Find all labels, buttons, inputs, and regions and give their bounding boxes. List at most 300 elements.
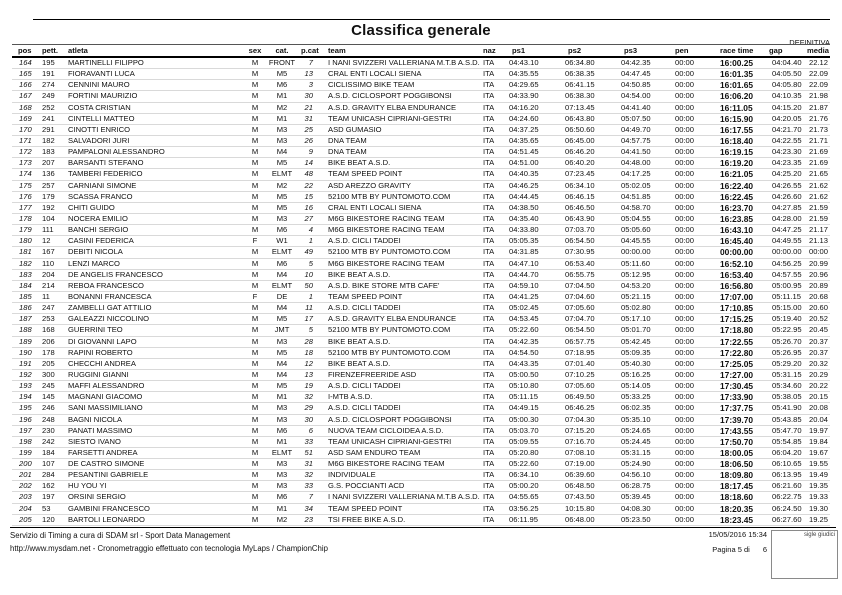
- table-row: [12, 369, 830, 380]
- cell-team: CICLISSIMO BIKE TEAM: [316, 80, 480, 91]
- cell-pcat: 48: [300, 169, 316, 180]
- cell-team: I NANI SVIZZERI VALLERIANA M.T.B A.S.D.: [316, 492, 480, 503]
- cell-pett: 53: [40, 503, 66, 514]
- cell-gap: 04:28.00: [766, 213, 804, 224]
- cell-cat: M5: [264, 347, 300, 358]
- cell-pett: 104: [40, 213, 66, 224]
- cell-race_time: 17:22.55: [714, 336, 766, 347]
- table-row: [12, 57, 830, 69]
- timing-service-text: Servizio di Timing a cura di SDAM srl - Sport Data Management: [10, 531, 231, 540]
- cell-atleta: SALVADORI JURI: [66, 135, 246, 146]
- table-row: [12, 236, 830, 247]
- cell-ps1: 04:16.20: [504, 102, 560, 113]
- cell-team: TEAM SPEED POINT: [316, 169, 480, 180]
- cell-ps2: 06:34.10: [560, 180, 616, 191]
- cell-pos: 168: [12, 102, 40, 113]
- cell-pett: 241: [40, 113, 66, 124]
- cell-ps3: 05:24.65: [616, 425, 670, 436]
- cell-atleta: PANATI MASSIMO: [66, 425, 246, 436]
- cell-naz: ITA: [480, 325, 504, 336]
- cell-pos: 174: [12, 169, 40, 180]
- cell-naz: ITA: [480, 403, 504, 414]
- column-header-race_time: race time: [714, 45, 766, 58]
- cell-ps2: 06:48.00: [560, 514, 616, 525]
- cell-cat: M5: [264, 69, 300, 80]
- cell-sex: M: [246, 91, 264, 102]
- cell-pen: 00:00: [670, 202, 714, 213]
- cell-ps2: 06:50.60: [560, 124, 616, 135]
- cell-gap: 04:26.60: [766, 191, 804, 202]
- cell-gap: 04:56.25: [766, 258, 804, 269]
- cell-media: 21.69: [804, 147, 830, 158]
- cell-naz: ITA: [480, 369, 504, 380]
- cell-ps1: 04:29.65: [504, 80, 560, 91]
- cell-team: I-MTB A.S.D.: [316, 392, 480, 403]
- cell-ps2: 06:48.50: [560, 481, 616, 492]
- cell-pos: 199: [12, 447, 40, 458]
- cell-ps3: 04:41.50: [616, 147, 670, 158]
- cell-atleta: CENNINI MAURO: [66, 80, 246, 91]
- cell-pcat: 30: [300, 414, 316, 425]
- cell-pett: 191: [40, 69, 66, 80]
- cell-pos: 179: [12, 225, 40, 236]
- cell-race_time: 16:17.55: [714, 124, 766, 135]
- cell-ps3: 04:41.40: [616, 102, 670, 113]
- cell-ps2: 06:43.80: [560, 113, 616, 124]
- cell-race_time: 16:22.45: [714, 191, 766, 202]
- cell-ps2: 07:04.50: [560, 280, 616, 291]
- cell-team: BIKE BEAT A.S.D.: [316, 358, 480, 369]
- cell-team: A.S.D. CICLI TADDEI: [316, 303, 480, 314]
- cell-sex: M: [246, 135, 264, 146]
- cell-ps2: 07:19.00: [560, 459, 616, 470]
- cell-team: 52100 MTB BY PUNTOMOTO.COM: [316, 347, 480, 358]
- cell-ps1: 04:43.35: [504, 358, 560, 369]
- cell-team: M6G BIKESTORE RACING TEAM: [316, 225, 480, 236]
- cell-team: M6G BIKESTORE RACING TEAM: [316, 213, 480, 224]
- cell-pos: 167: [12, 91, 40, 102]
- cell-media: 20.96: [804, 269, 830, 280]
- cell-media: 21.62: [804, 191, 830, 202]
- cell-ps2: 07:05.60: [560, 381, 616, 392]
- cell-ps1: 04:33.90: [504, 91, 560, 102]
- cell-gap: 05:26.95: [766, 347, 804, 358]
- cell-sex: M: [246, 481, 264, 492]
- cell-media: 20.45: [804, 325, 830, 336]
- cell-ps3: 04:54.00: [616, 91, 670, 102]
- cell-cat: M2: [264, 102, 300, 113]
- cell-gap: 05:41.90: [766, 403, 804, 414]
- table-row: [12, 180, 830, 191]
- cell-pett: 246: [40, 403, 66, 414]
- cell-naz: ITA: [480, 213, 504, 224]
- cell-sex: M: [246, 403, 264, 414]
- cell-pcat: 7: [300, 57, 316, 69]
- cell-ps1: 04:24.60: [504, 113, 560, 124]
- cell-atleta: GUERRINI TEO: [66, 325, 246, 336]
- cell-sex: M: [246, 414, 264, 425]
- table-row: [12, 414, 830, 425]
- cell-sex: M: [246, 325, 264, 336]
- cell-race_time: 16:23.70: [714, 202, 766, 213]
- cell-race_time: 18:23.45: [714, 514, 766, 525]
- cell-media: 21.73: [804, 124, 830, 135]
- table-row: [12, 258, 830, 269]
- cell-ps1: 05:22.60: [504, 459, 560, 470]
- cell-naz: ITA: [480, 425, 504, 436]
- table-row: [12, 403, 830, 414]
- cell-race_time: 16:22.40: [714, 180, 766, 191]
- cell-sex: M: [246, 180, 264, 191]
- cell-pos: 164: [12, 57, 40, 69]
- cell-cat: M4: [264, 147, 300, 158]
- cell-team: ASD AREZZO GRAVITY: [316, 180, 480, 191]
- cell-team: A.S.D. CICLOSPORT POGGIBONSI: [316, 91, 480, 102]
- cell-pen: 00:00: [670, 392, 714, 403]
- cell-pos: 203: [12, 492, 40, 503]
- table-row: [12, 191, 830, 202]
- cell-sex: M: [246, 57, 264, 69]
- cell-pen: 00:00: [670, 91, 714, 102]
- cell-naz: ITA: [480, 414, 504, 425]
- cell-ps3: 05:39.45: [616, 492, 670, 503]
- cell-pen: 00:00: [670, 102, 714, 113]
- cell-sex: M: [246, 514, 264, 525]
- table-row: [12, 80, 830, 91]
- cell-team: A.S.D. BIKE STORE MTB CAFE': [316, 280, 480, 291]
- cell-media: 19.97: [804, 425, 830, 436]
- cell-cat: M2: [264, 180, 300, 191]
- cell-media: 22.09: [804, 69, 830, 80]
- cell-pcat: 6: [300, 425, 316, 436]
- cell-pos: 181: [12, 247, 40, 258]
- cell-atleta: CASINI FEDERICA: [66, 236, 246, 247]
- cell-pcat: 15: [300, 191, 316, 202]
- cell-naz: ITA: [480, 436, 504, 447]
- cell-pett: 179: [40, 191, 66, 202]
- cell-race_time: 16:01.65: [714, 80, 766, 91]
- cell-pcat: 13: [300, 69, 316, 80]
- cell-ps1: 04:46.25: [504, 180, 560, 191]
- cell-pen: 00:00: [670, 124, 714, 135]
- cell-naz: ITA: [480, 291, 504, 302]
- cell-ps1: 04:54.50: [504, 347, 560, 358]
- cell-media: 19.30: [804, 503, 830, 514]
- cell-ps2: 06:54.50: [560, 236, 616, 247]
- cell-atleta: HU YOU YI: [66, 481, 246, 492]
- cell-atleta: BARTOLI LEONARDO: [66, 514, 246, 525]
- cell-ps1: 05:11.15: [504, 392, 560, 403]
- cell-ps1: 05:20.80: [504, 447, 560, 458]
- cell-pett: 145: [40, 392, 66, 403]
- cell-sex: M: [246, 392, 264, 403]
- cell-atleta: BARSANTI STEFANO: [66, 158, 246, 169]
- cell-atleta: PAMPALONI ALESSANDRO: [66, 147, 246, 158]
- column-header-sex: sex: [246, 45, 264, 58]
- cell-team: M6G BIKESTORE RACING TEAM: [316, 258, 480, 269]
- cell-media: 19.49: [804, 470, 830, 481]
- cell-atleta: CARNIANI SIMONE: [66, 180, 246, 191]
- cell-sex: M: [246, 113, 264, 124]
- cell-media: 21.13: [804, 236, 830, 247]
- cell-pen: 00:00: [670, 481, 714, 492]
- cell-ps3: 04:49.70: [616, 124, 670, 135]
- cell-naz: ITA: [480, 303, 504, 314]
- table-row: [12, 247, 830, 258]
- cell-pos: 170: [12, 124, 40, 135]
- cell-pos: 184: [12, 280, 40, 291]
- cell-ps1: 06:34.10: [504, 470, 560, 481]
- cell-race_time: 18:09.80: [714, 470, 766, 481]
- cell-gap: 04:25.20: [766, 169, 804, 180]
- cell-naz: ITA: [480, 191, 504, 202]
- table-row: [12, 91, 830, 102]
- cell-pett: 291: [40, 124, 66, 135]
- cell-pen: 00:00: [670, 191, 714, 202]
- cell-cat: M3: [264, 135, 300, 146]
- cell-pen: 00:00: [670, 403, 714, 414]
- cell-pen: 00:00: [670, 169, 714, 180]
- column-header-atleta: atleta: [66, 45, 246, 58]
- cell-team: TEAM SPEED POINT: [316, 503, 480, 514]
- cell-gap: 04:21.70: [766, 124, 804, 135]
- footer-credits: [10, 530, 328, 555]
- cell-naz: ITA: [480, 470, 504, 481]
- cell-ps1: 05:22.60: [504, 325, 560, 336]
- cell-ps2: 06:46.25: [560, 403, 616, 414]
- table-row: [12, 481, 830, 492]
- column-header-pos: pos: [12, 45, 40, 58]
- cell-media: 21.98: [804, 91, 830, 102]
- table-row: [12, 213, 830, 224]
- table-row: [12, 135, 830, 146]
- cell-atleta: FARSETTI ANDREA: [66, 447, 246, 458]
- cell-naz: ITA: [480, 113, 504, 124]
- cell-ps2: 07:15.20: [560, 425, 616, 436]
- cell-gap: 04:23.35: [766, 158, 804, 169]
- timing-technology-text: http://www.mysdam.net - Cronometraggio effettuato con tecnologia MyLaps / ChampionChip: [10, 543, 328, 553]
- cell-pett: 178: [40, 347, 66, 358]
- cell-media: 21.59: [804, 213, 830, 224]
- cell-cat: M3: [264, 481, 300, 492]
- cell-race_time: 16:52.10: [714, 258, 766, 269]
- cell-pos: 204: [12, 503, 40, 514]
- cell-cat: FRONT: [264, 57, 300, 69]
- cell-gap: 05:43.85: [766, 414, 804, 425]
- cell-pos: 187: [12, 314, 40, 325]
- cell-atleta: RAPINI ROBERTO: [66, 347, 246, 358]
- cell-ps3: 06:28.75: [616, 481, 670, 492]
- cell-cat: M5: [264, 314, 300, 325]
- cell-cat: M3: [264, 336, 300, 347]
- cell-pen: 00:00: [670, 414, 714, 425]
- footer-divider: [10, 527, 836, 528]
- cell-team: TEAM UNICASH CIPRIANI-GESTRI: [316, 113, 480, 124]
- cell-pett: 107: [40, 459, 66, 470]
- cell-pcat: 29: [300, 403, 316, 414]
- cell-gap: 06:13.95: [766, 470, 804, 481]
- cell-race_time: 16:19.15: [714, 147, 766, 158]
- cell-pett: 184: [40, 447, 66, 458]
- cell-team: BIKE BEAT A.S.D.: [316, 336, 480, 347]
- cell-race_time: 16:18.40: [714, 135, 766, 146]
- cell-pcat: 11: [300, 303, 316, 314]
- judges-signature-label: sigle giudici: [803, 532, 835, 538]
- cell-team: A.S.D. GRAVITY ELBA ENDURANCE: [316, 102, 480, 113]
- cell-cat: M1: [264, 503, 300, 514]
- cell-sex: M: [246, 303, 264, 314]
- judges-signature-box: [771, 530, 838, 579]
- cell-ps3: 05:42.45: [616, 336, 670, 347]
- cell-gap: 05:34.60: [766, 381, 804, 392]
- cell-pcat: 49: [300, 247, 316, 258]
- cell-sex: M: [246, 102, 264, 113]
- cell-gap: 05:19.40: [766, 314, 804, 325]
- cell-pett: 197: [40, 492, 66, 503]
- cell-pen: 00:00: [670, 470, 714, 481]
- cell-naz: ITA: [480, 358, 504, 369]
- cell-pen: 00:00: [670, 113, 714, 124]
- cell-naz: ITA: [480, 202, 504, 213]
- cell-ps1: 05:00.20: [504, 481, 560, 492]
- cell-pos: 188: [12, 325, 40, 336]
- cell-ps1: 04:43.10: [504, 57, 560, 69]
- cell-cat: ELMT: [264, 247, 300, 258]
- cell-ps1: 04:55.65: [504, 492, 560, 503]
- table-row: [12, 102, 830, 113]
- cell-pos: 189: [12, 336, 40, 347]
- cell-pcat: 23: [300, 514, 316, 525]
- cell-ps3: 06:02.35: [616, 403, 670, 414]
- cell-race_time: 16:56.80: [714, 280, 766, 291]
- table-row: [12, 303, 830, 314]
- cell-naz: ITA: [480, 392, 504, 403]
- cell-atleta: CHECCHI ANDREA: [66, 358, 246, 369]
- cell-ps3: 04:47.45: [616, 69, 670, 80]
- cell-gap: 06:22.75: [766, 492, 804, 503]
- cell-ps3: 05:01.70: [616, 325, 670, 336]
- cell-cat: M1: [264, 436, 300, 447]
- cell-atleta: ORSINI SERGIO: [66, 492, 246, 503]
- cell-team: A.S.D. CICLI TADDEI: [316, 381, 480, 392]
- cell-naz: ITA: [480, 135, 504, 146]
- page-number: [712, 545, 767, 554]
- cell-pen: 00:00: [670, 280, 714, 291]
- cell-pcat: 33: [300, 436, 316, 447]
- cell-ps1: 04:35.55: [504, 69, 560, 80]
- cell-sex: M: [246, 369, 264, 380]
- cell-sex: M: [246, 470, 264, 481]
- cell-ps3: 05:23.50: [616, 514, 670, 525]
- cell-cat: M2: [264, 514, 300, 525]
- cell-media: 20.29: [804, 369, 830, 380]
- cell-ps1: 05:02.45: [504, 303, 560, 314]
- cell-gap: 04:57.55: [766, 269, 804, 280]
- cell-race_time: 16:21.05: [714, 169, 766, 180]
- cell-race_time: 17:18.80: [714, 325, 766, 336]
- cell-pos: 190: [12, 347, 40, 358]
- cell-pett: 182: [40, 135, 66, 146]
- cell-pos: 200: [12, 459, 40, 470]
- cell-pett: 300: [40, 369, 66, 380]
- table-row: [12, 503, 830, 514]
- cell-pos: 198: [12, 436, 40, 447]
- cell-atleta: GALEAZZI NICCOLINO: [66, 314, 246, 325]
- table-row: [12, 147, 830, 158]
- cell-gap: 06:04.20: [766, 447, 804, 458]
- cell-ps1: 04:51.45: [504, 147, 560, 158]
- column-header-team: team: [316, 45, 480, 58]
- cell-pen: 00:00: [670, 247, 714, 258]
- cell-media: 22.12: [804, 57, 830, 69]
- cell-cat: W1: [264, 236, 300, 247]
- cell-race_time: 17:25.05: [714, 358, 766, 369]
- cell-gap: 05:47.70: [766, 425, 804, 436]
- cell-pett: 274: [40, 80, 66, 91]
- cell-naz: ITA: [480, 314, 504, 325]
- cell-ps3: 05:40.30: [616, 358, 670, 369]
- cell-pos: 175: [12, 180, 40, 191]
- report-datetime: 15/05/2016 15:34: [708, 530, 767, 539]
- cell-gap: 04:27.85: [766, 202, 804, 213]
- cell-naz: ITA: [480, 236, 504, 247]
- cell-ps1: 05:00.50: [504, 369, 560, 380]
- cell-atleta: NOCERA EMILIO: [66, 213, 246, 224]
- cell-ps1: 04:35.40: [504, 213, 560, 224]
- cell-naz: ITA: [480, 57, 504, 69]
- table-row: [12, 514, 830, 525]
- cell-pett: 167: [40, 247, 66, 258]
- table-row: [12, 269, 830, 280]
- cell-pcat: 34: [300, 503, 316, 514]
- cell-sex: M: [246, 492, 264, 503]
- cell-pett: 253: [40, 314, 66, 325]
- cell-gap: 06:27.60: [766, 514, 804, 525]
- cell-pcat: 12: [300, 358, 316, 369]
- cell-pcat: 13: [300, 369, 316, 380]
- cell-media: 20.04: [804, 414, 830, 425]
- cell-sex: M: [246, 169, 264, 180]
- cell-ps1: 04:37.25: [504, 124, 560, 135]
- cell-pos: 183: [12, 269, 40, 280]
- cell-media: 20.99: [804, 258, 830, 269]
- cell-pen: 00:00: [670, 225, 714, 236]
- cell-ps2: 06:49.50: [560, 392, 616, 403]
- cell-media: 20.60: [804, 303, 830, 314]
- cell-ps3: 04:50.85: [616, 80, 670, 91]
- cell-sex: M: [246, 503, 264, 514]
- cell-gap: 04:05.80: [766, 80, 804, 91]
- cell-race_time: 17:22.80: [714, 347, 766, 358]
- cell-pen: 00:00: [670, 381, 714, 392]
- cell-team: A.S.D. CICLI TADDEI: [316, 403, 480, 414]
- cell-sex: M: [246, 280, 264, 291]
- cell-team: CRAL ENTI LOCALI SIENA: [316, 202, 480, 213]
- cell-naz: ITA: [480, 124, 504, 135]
- table-row: [12, 291, 830, 302]
- cell-ps2: 06:55.75: [560, 269, 616, 280]
- cell-pcat: 1: [300, 291, 316, 302]
- cell-atleta: DE ANGELIS FRANCESCO: [66, 269, 246, 280]
- cell-ps2: 06:53.40: [560, 258, 616, 269]
- page-title: Classifica generale: [351, 22, 491, 39]
- cell-pcat: 22: [300, 180, 316, 191]
- cell-cat: M5: [264, 381, 300, 392]
- table-row: [12, 425, 830, 436]
- table-row: [12, 325, 830, 336]
- cell-atleta: TAMBERI FEDERICO: [66, 169, 246, 180]
- cell-cat: M1: [264, 392, 300, 403]
